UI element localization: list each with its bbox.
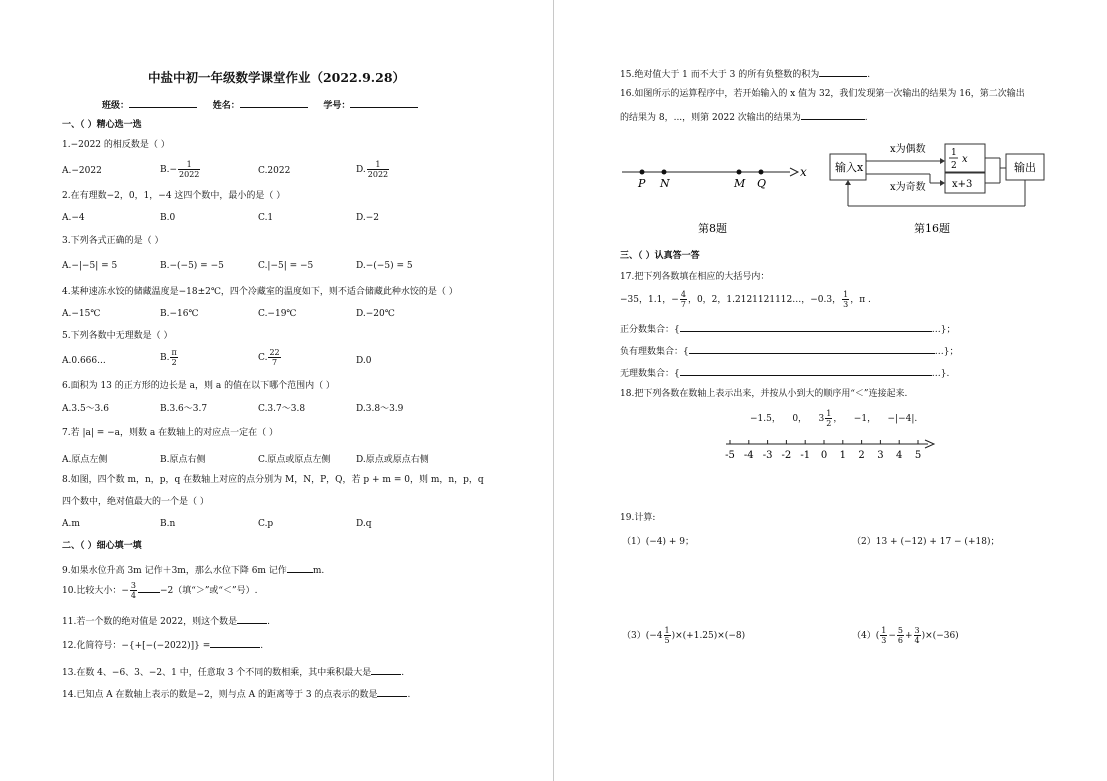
q3-option-a: A.−|−5| = 5 bbox=[62, 261, 118, 271]
q3-option-c: C.|−5| = −5 bbox=[258, 261, 314, 271]
q7-option-a: A.原点左侧 bbox=[62, 455, 108, 465]
set3-answer-blank[interactable] bbox=[680, 366, 932, 376]
q8-option-a: A.m bbox=[62, 519, 80, 529]
odd-label: x为奇数 bbox=[890, 182, 926, 193]
q14-answer-blank[interactable] bbox=[377, 687, 407, 697]
q6-stem: 6.面积为 13 的正方形的边长是 a，则 a 的值在以下哪个范围内（ ） bbox=[62, 381, 335, 391]
q18-number-line bbox=[722, 434, 940, 466]
info-row bbox=[102, 98, 418, 112]
number-field[interactable] bbox=[350, 98, 418, 108]
tick-label: -5 bbox=[725, 450, 735, 461]
point-m bbox=[737, 170, 742, 175]
tick-label: 0 bbox=[820, 450, 828, 461]
q7-option-b: B.原点右侧 bbox=[160, 455, 206, 465]
q19-part4: （4）( $\frac{1}{3}$ − $\frac{5}{6}$ + $\frac{3}{4}$ )×(−36) bbox=[852, 626, 959, 645]
tick-label: 3 bbox=[877, 450, 884, 461]
q5-stem: 5.下列各数中无理数是（ ） bbox=[62, 331, 173, 341]
figure-8-number-line bbox=[620, 152, 810, 236]
q19-stem: 19.计算: bbox=[620, 513, 656, 523]
q6-option-c: C.3.7～3.8 bbox=[258, 404, 306, 414]
q18-stem: 18.把下列各数在数轴上表示出来，并按从小到大的顺序用“＜”连接起来. bbox=[620, 389, 908, 399]
half-den: 2 bbox=[951, 161, 957, 171]
q2-option-b: B.0 bbox=[160, 213, 176, 223]
q14: 14.已知点 A 在数轴上表示的数是−2，则与点 A 的距离等于 3 的点表示的数是 . bbox=[62, 687, 410, 701]
q2-option-d: D.−2 bbox=[356, 213, 380, 223]
q6-option-b: B.3.6～3.7 bbox=[160, 404, 208, 414]
q7-stem: 7.若 |a| = −a，则数 a 在数轴上的对应点一定在（ ） bbox=[62, 428, 278, 438]
caption-fig16: 第16题 bbox=[914, 222, 950, 235]
class-field[interactable] bbox=[129, 98, 197, 108]
q9-answer-blank[interactable] bbox=[287, 563, 313, 573]
q1-option-a: A.−2022 bbox=[62, 166, 102, 176]
set2-answer-blank[interactable] bbox=[689, 344, 935, 354]
q17-set-negative-rationals: 负有理数集合：{ …}； bbox=[620, 344, 958, 358]
tick-label: -4 bbox=[743, 450, 754, 461]
label-x: x bbox=[800, 165, 807, 179]
q15: 15.绝对值大于 1 而不大于 3 的所有负整数的积为 . bbox=[620, 67, 870, 81]
q4-option-a: A.−15℃ bbox=[62, 309, 101, 319]
name-field[interactable] bbox=[240, 98, 308, 108]
page-divider bbox=[553, 0, 554, 781]
q6-option-a: A.3.5～3.6 bbox=[62, 404, 109, 414]
q19-part2: （2）13 + (−12) + 17 − (+18)； bbox=[852, 537, 1000, 547]
q12: 12.化简符号：−{+[−(−2022)]} = . bbox=[62, 638, 263, 652]
q5-option-d: D.0 bbox=[356, 356, 372, 366]
q8-option-d: D.q bbox=[356, 519, 372, 529]
q16-answer-blank[interactable] bbox=[801, 110, 865, 120]
input-label: 输入x bbox=[835, 161, 864, 174]
q4-option-d: D.−20℃ bbox=[356, 309, 395, 319]
tick-label: 5 bbox=[914, 450, 922, 461]
q4-option-b: B.−16℃ bbox=[160, 309, 199, 319]
q12-answer-blank[interactable] bbox=[210, 638, 260, 648]
q1-stem: 1.−2022 的相反数是（ ） bbox=[62, 140, 170, 150]
tick-label: -3 bbox=[762, 450, 773, 461]
q10-answer-blank[interactable] bbox=[138, 583, 160, 593]
q18-values: −1.5， 0， 3 $\frac{1}{2}$ ， −1， −|−4|. bbox=[750, 409, 918, 428]
section1-header: 一、（ ）精心选一选 bbox=[62, 120, 142, 130]
q2-option-a: A.−4 bbox=[62, 213, 85, 223]
number-label: 学号： bbox=[323, 101, 351, 111]
left-page bbox=[0, 0, 553, 781]
q13-answer-blank[interactable] bbox=[371, 665, 401, 675]
section2-header: 二、（ ）细心填一填 bbox=[62, 541, 142, 551]
q5-option-a: A.0.666... bbox=[62, 356, 106, 366]
class-label: 班级： bbox=[102, 101, 130, 111]
point-n bbox=[662, 170, 667, 175]
q19-part3: （3）(−4 $\frac{1}{5}$ )×(+1.25)×(−8) bbox=[622, 626, 746, 645]
output-label: 输出 bbox=[1014, 161, 1036, 174]
q8-option-c: C.p bbox=[258, 519, 274, 529]
tick-label: 4 bbox=[896, 450, 903, 461]
q16-line1: 16.如图所示的运算程序中，若开始输入的 x 值为 32，我们发现第一次输出的结果为 16，第二次输出 bbox=[620, 89, 1025, 99]
q1-option-c: C.2022 bbox=[258, 166, 291, 176]
q8-stem-line2: 四个数中，绝对值最大的一个是（ ） bbox=[62, 497, 209, 507]
label-m: M bbox=[734, 177, 746, 190]
q3-option-b: B.−(−5) = −5 bbox=[160, 261, 224, 271]
q8-option-b: B.n bbox=[160, 519, 176, 529]
q17-stem: 17.把下列各数填在相应的大括号内： bbox=[620, 272, 770, 282]
right-page bbox=[556, 0, 1107, 781]
q2-stem: 2.在有理数−2，0，1，−4 这四个数中，最小的是（ ） bbox=[62, 191, 286, 201]
point-q bbox=[759, 170, 764, 175]
q1-option-b: B.− $\frac{1}{2022}$ bbox=[160, 160, 200, 179]
q5-option-b: B. $\frac{\pi}{2}$ bbox=[160, 348, 177, 367]
label-q: Q bbox=[757, 177, 767, 190]
name-label: 姓名： bbox=[212, 101, 240, 111]
q5-option-c: C. $\frac{22}{7}$ bbox=[258, 348, 280, 367]
figure-16-flowchart bbox=[824, 140, 1046, 238]
q19-part1: （1）(−4) + 9； bbox=[622, 537, 695, 547]
q6-option-d: D.3.8～3.9 bbox=[356, 404, 404, 414]
q1-option-d: D. $\frac{1}{2022}$ bbox=[356, 160, 389, 179]
even-label: x为偶数 bbox=[890, 144, 926, 155]
q4-stem: 4.某种速冻水饺的储藏温度是−18±2℃，四个冷藏室的温度如下，则不适合储藏此种水饺的是（ ） bbox=[62, 287, 458, 297]
q13: 13.在数 4、−6、3、−2、1 中，任意取 3 个不同的数相乘，其中乘积最大是 . bbox=[62, 665, 404, 679]
q17-set-positive-fractions: 正分数集合：{ …}； bbox=[620, 322, 955, 336]
half-var: x bbox=[962, 154, 968, 165]
label-p: P bbox=[638, 177, 646, 190]
q2-option-c: C.1 bbox=[258, 213, 274, 223]
q3-option-d: D.−(−5) = 5 bbox=[356, 261, 413, 271]
q8-stem-line1: 8.如图，四个数 m，n，p，q 在数轴上对应的点分别为 M，N，P，Q，若 p + m = 0，则 m，n，p，q bbox=[62, 475, 484, 485]
tick-label: 2 bbox=[858, 450, 865, 461]
tick-label: -1 bbox=[800, 450, 811, 461]
q17-numbers: −35，1.1，− $\frac{4}{7}$ ，0，2，1.2121121112…，−0.3， $\frac{1}{3}$ ，π . bbox=[620, 290, 871, 309]
q16-line2: 的结果为 8，...，则第 2022 次输出的结果为 . bbox=[620, 110, 868, 124]
tick-label: 1 bbox=[839, 450, 846, 461]
section3-header: 三、（ ）认真答一答 bbox=[620, 251, 700, 261]
label-n: N bbox=[660, 177, 670, 190]
q4-option-c: C.−19℃ bbox=[258, 309, 297, 319]
q9: 9.如果水位升高 3m 记作＋3m，那么水位下降 6m 记作 m. bbox=[62, 563, 324, 577]
set1-answer-blank[interactable] bbox=[680, 322, 932, 332]
q11: 11.若一个数的绝对值是 2022，则这个数是 . bbox=[62, 614, 270, 628]
q17-set-irrationals: 无理数集合：{ …}. bbox=[620, 366, 949, 380]
page-title: 中盐中初一年级数学课堂作业（2022.9.28） bbox=[147, 70, 406, 85]
q11-answer-blank[interactable] bbox=[237, 614, 267, 624]
q7-option-d: D.原点或原点右侧 bbox=[356, 455, 429, 465]
q15-answer-blank[interactable] bbox=[819, 67, 867, 77]
caption-fig8: 第8题 bbox=[698, 222, 727, 235]
plus3-label: x+3 bbox=[952, 179, 973, 190]
q10: 10.比较大小：− $\frac{3}{4}$ −2（填“＞”或“＜”号）. bbox=[62, 581, 258, 600]
half-num: 1 bbox=[951, 148, 957, 158]
tick-label: -2 bbox=[781, 450, 792, 461]
q7-option-c: C.原点或原点左侧 bbox=[258, 455, 331, 465]
point-p bbox=[640, 170, 645, 175]
q3-stem: 3.下列各式正确的是（ ） bbox=[62, 236, 164, 246]
